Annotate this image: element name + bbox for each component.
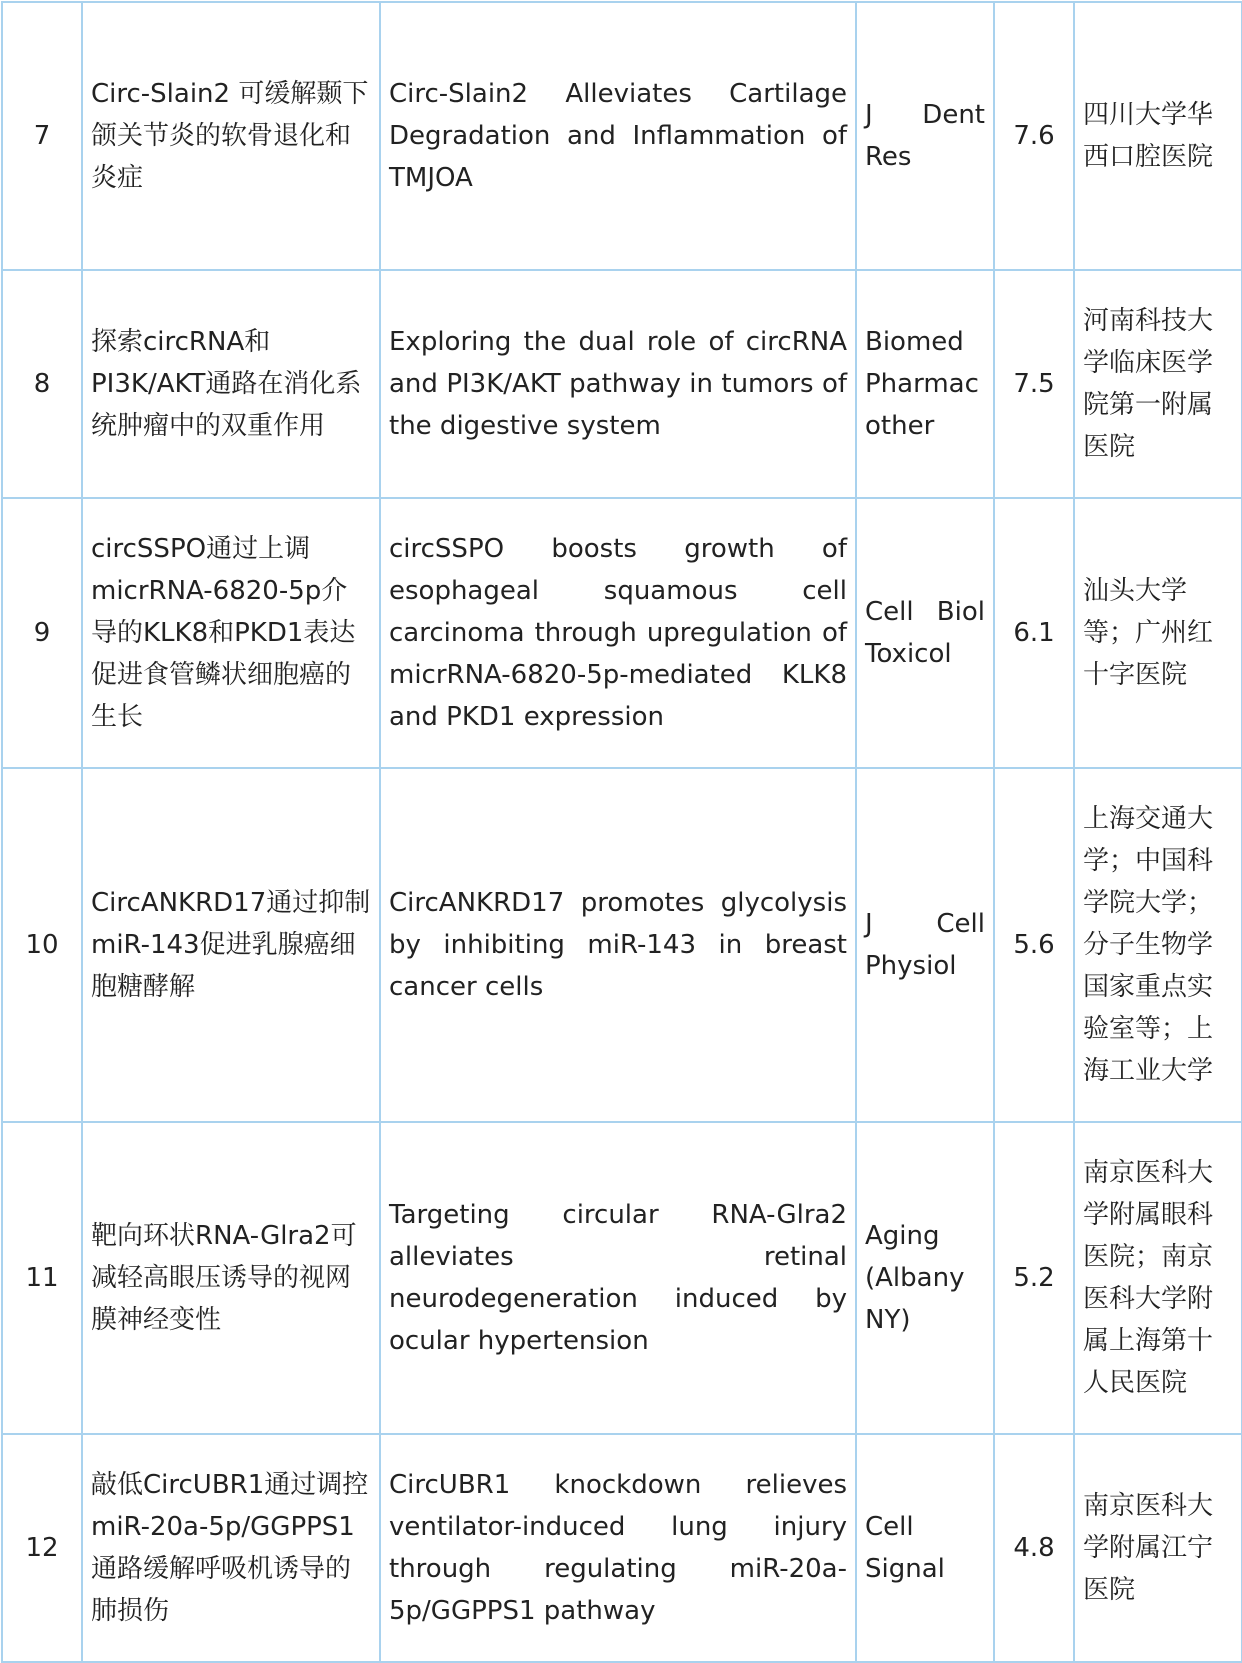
institution: 上海交通大学；中国科学院大学；分子生物学国家重点实验室等；上海工业大学 (1074, 768, 1242, 1122)
chinese-title: 探索circRNA和PI3K/AKT通路在消化系统肿瘤中的双重作用 (82, 270, 380, 498)
publication-table (1, 1, 1242, 1663)
institution: 河南科技大学临床医学院第一附属医院 (1074, 270, 1242, 498)
chinese-title: circSSPO通过上调micrRNA-6820-5p介导的KLK8和PKD1表达促进食管鳞状细胞癌的生长 (82, 498, 380, 768)
row-number: 10 (2, 768, 82, 1122)
table-row (2, 1434, 1242, 1662)
row-number: 11 (2, 1122, 82, 1434)
table-row (2, 768, 1242, 1122)
impact-factor: 7.6 (994, 2, 1074, 270)
journal-name: Cell Signal (856, 1434, 994, 1662)
institution: 四川大学华西口腔医院 (1074, 2, 1242, 270)
table-row (2, 270, 1242, 498)
chinese-title: 敲低CircUBR1通过调控miR-20a-5p/GGPPS1通路缓解呼吸机诱导的肺损伤 (82, 1434, 380, 1662)
english-title: Circ-Slain2 Alleviates Cartilage Degradation and Inflammation of TMJOA (380, 2, 856, 270)
row-number: 8 (2, 270, 82, 498)
journal-name: J Dent Res (856, 2, 994, 270)
row-number: 9 (2, 498, 82, 768)
impact-factor: 4.8 (994, 1434, 1074, 1662)
english-title: Exploring the dual role of circRNA and PI3K/AKT pathway in tumors of the digestive system (380, 270, 856, 498)
journal-name: Aging (Albany NY) (856, 1122, 994, 1434)
table-row (2, 498, 1242, 768)
table-row (2, 1122, 1242, 1434)
english-title: CircANKRD17 promotes glycolysis by inhibiting miR-143 in breast cancer cells (380, 768, 856, 1122)
institution: 南京医科大学附属眼科医院；南京医科大学附属上海第十人民医院 (1074, 1122, 1242, 1434)
journal-name: J Cell Physiol (856, 768, 994, 1122)
english-title: CircUBR1 knockdown relieves ventilator-induced lung injury through regulating miR-20a-5p/GGPPS1 pathway (380, 1434, 856, 1662)
english-title: Targeting circular RNA-Glra2 alleviates retinal neurodegeneration induced by ocular hypertension (380, 1122, 856, 1434)
chinese-title: 靶向环状RNA-Glra2可减轻高眼压诱导的视网膜神经变性 (82, 1122, 380, 1434)
impact-factor: 5.2 (994, 1122, 1074, 1434)
impact-factor: 5.6 (994, 768, 1074, 1122)
table-row (2, 2, 1242, 270)
impact-factor: 7.5 (994, 270, 1074, 498)
row-number: 7 (2, 2, 82, 270)
institution: 汕头大学等；广州红十字医院 (1074, 498, 1242, 768)
journal-name: Cell Biol Toxicol (856, 498, 994, 768)
chinese-title: Circ-Slain2 可缓解颞下颌关节炎的软骨退化和炎症 (82, 2, 380, 270)
row-number: 12 (2, 1434, 82, 1662)
chinese-title: CircANKRD17通过抑制miR-143促进乳腺癌细胞糖酵解 (82, 768, 380, 1122)
journal-name: Biomed Pharmacother (856, 270, 994, 498)
impact-factor: 6.1 (994, 498, 1074, 768)
english-title: circSSPO boosts growth of esophageal squamous cell carcinoma through upregulation of micrRNA-6820-5p-mediated KLK8 and PKD1 expression (380, 498, 856, 768)
institution: 南京医科大学附属江宁医院 (1074, 1434, 1242, 1662)
